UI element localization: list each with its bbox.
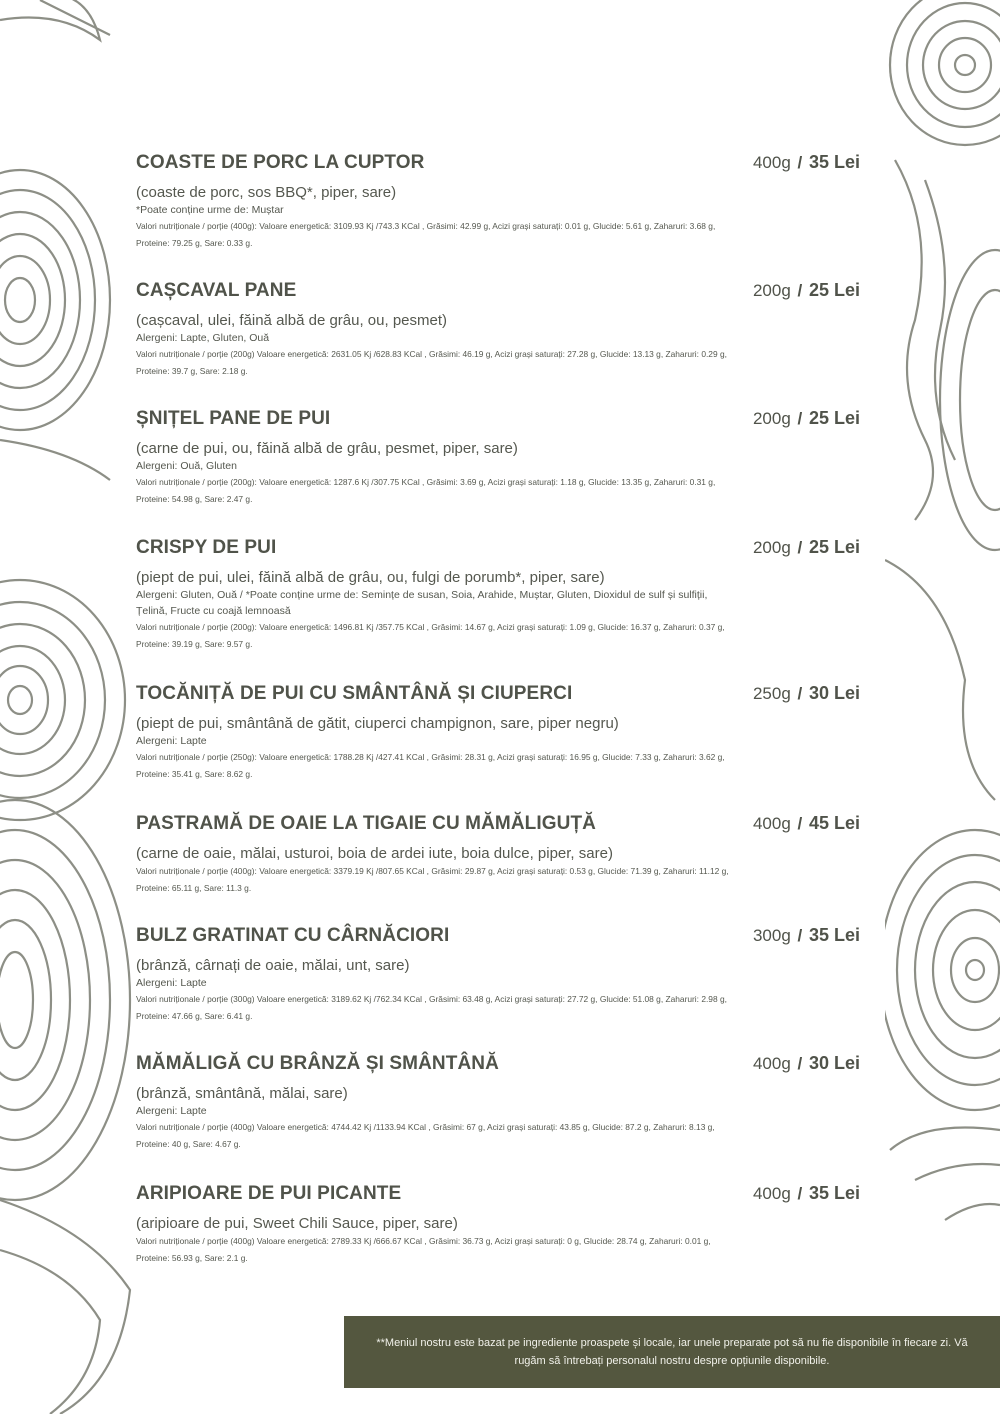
menu-list [136,152,860,1283]
item-name: CAȘCAVAL PANE [136,280,297,301]
item-nutrition: Valori nutriționale / porție (400g): Valoare energetică: 3109.93 Kj /743.3 KCal , Grăsimi: 42.99 g, Acizi grași saturați: 0.01 g, Glucide: 5.61 g, Zaharuri: 3.68 g, Proteine: 79.25 g, Sare: 0.33 g. [136,221,716,248]
item-nutrition: Valori nutriționale / porție (400g): Valoare energetică: 3379.19 Kj /807.65 KCal , Grăsimi: 29.87 g, Acizi grași saturați: 0.53 g, Glucide: 71.39 g, Zaharuri: 11.12 g, Proteine: 65.11 g, Sare: 11.3 g. [136,866,729,893]
item-weight: 250g [752,684,791,703]
item-weight: 400g [752,814,791,833]
item-amount: 25 Lei [808,537,860,557]
item-price: 300g / 35 Lei [752,925,860,945]
item-ingredients: (brânză, smântână, mălai, sare) [136,1085,348,1102]
item-nutrition: Valori nutriționale / porție (250g): Valoare energetică: 1788.28 Kj /427.41 KCal , Grăsimi: 28.31 g, Acizi grași saturați: 16.95 g, Glucide: 7.33 g, Zaharuri: 3.62 g, Proteine: 35.41 g, Sare: 8.62 g. [136,752,725,779]
item-name: ARIPIOARE DE PUI PICANTE [136,1183,402,1204]
item-ingredients: (aripioare de pui, Sweet Chili Sauce, piper, sare) [136,1215,458,1232]
item-ingredients: (carne de oaie, mălai, usturoi, boia de ardei iute, boia dulce, piper, sare) [136,845,613,862]
item-allergens: Alergeni: Lapte [136,1105,207,1117]
item-allergens: Alergeni: Ouă, Gluten [136,460,237,472]
item-nutrition: Valori nutriționale / porție (400g) Valoare energetică: 2789.33 Kj /666.67 KCal , Grăsimi: 36.73 g, Acizi grași saturați: 0 g, Glucide: 28.74 g, Zaharuri: 0.01 g, Proteine: 56.93 g, Sare: 2.1 g. [136,1236,711,1263]
item-ingredients: (carne de pui, ou, făină albă de grâu, pesmet, piper, sare) [136,440,518,457]
item-nutrition: Valori nutriționale / porție (200g) Valoare energetică: 2631.05 Kj /628.83 KCal , Grăsimi: 46.19 g, Acizi grași saturați: 27.28 g, Glucide: 13.13 g, Zaharuri: 0.29 g, Proteine: 39.7 g, Sare: 2.18 g. [136,349,727,376]
item-allergens: Alergeni: Lapte [136,735,207,747]
menu-item [136,280,860,408]
item-allergens: Alergeni: Gluten, Ouă / *Poate conține urme de: Semințe de susan, Soia, Arahide, Muștar, Gluten, Dioxidul de sulf și sulfiții, Țelină, Fructe cu coajă lemnoasă [136,589,708,617]
tree-ring-decoration-right [885,0,1000,1414]
item-name: ȘNIȚEL PANE DE PUI [136,408,331,429]
menu-item [136,1183,860,1283]
tree-ring-decoration-left [0,0,150,1414]
item-name: COASTE DE PORC LA CUPTOR [136,152,425,173]
item-amount: 25 Lei [808,408,860,428]
item-nutrition: Valori nutriționale / porție (200g): Valoare energetică: 1287.6 Kj /307.75 KCal , Grăsimi: 3.69 g, Acizi grași saturați: 1.18 g, Glucide: 13.35 g, Zaharuri: 0.31 g, Proteine: 54.98 g, Sare: 2.47 g. [136,477,716,504]
item-weight: 200g [752,281,791,300]
item-name: CRISPY DE PUI [136,537,277,558]
item-ingredients: (brânză, cârnați de oaie, mălai, unt, sare) [136,957,410,974]
item-weight: 300g [752,926,791,945]
item-ingredients: (cașcaval, ulei, făină albă de grâu, ou, pesmet) [136,312,448,329]
item-price: 200g / 25 Lei [752,280,860,300]
item-amount: 35 Lei [808,1183,860,1203]
menu-item [136,152,860,280]
item-price: 400g / 35 Lei [752,1183,860,1203]
menu-item [136,537,860,683]
item-amount: 45 Lei [808,813,860,833]
menu-item [136,408,860,537]
item-ingredients: (piept de pui, smântână de gătit, ciuperci champignon, sare, piper negru) [136,715,619,732]
item-price: 200g / 25 Lei [752,408,860,428]
menu-item [136,1053,860,1183]
menu-item [136,683,860,813]
item-price: 250g / 30 Lei [752,683,860,703]
footer-note [344,1316,1000,1388]
item-weight: 200g [752,538,791,557]
item-price: 200g / 25 Lei [752,537,860,557]
item-ingredients: (coaste de porc, sos BBQ*, piper, sare) [136,184,397,201]
item-weight: 400g [752,1184,791,1203]
item-price: 400g / 35 Lei [752,152,860,172]
item-allergens: *Poate conține urme de: Muștar [136,204,284,216]
item-weight: 400g [752,1054,791,1073]
item-nutrition: Valori nutriționale / porție (400g) Valoare energetică: 4744.42 Kj /1133.94 KCal , Grăsimi: 67 g, Acizi grași saturați: 43.85 g, Glucide: 87.2 g, Zaharuri: 8.13 g, Proteine: 40 g, Sare: 4.67 g. [136,1122,715,1149]
menu-item [136,813,860,925]
item-amount: 25 Lei [808,280,860,300]
item-name: BULZ GRATINAT CU CÂRNĂCIORI [136,925,450,946]
item-name: MĂMĂLIGĂ CU BRÂNZĂ ȘI SMÂNTÂNĂ [136,1053,499,1074]
item-nutrition: Valori nutriționale / porție (200g): Valoare energetică: 1496.81 Kj /357.75 KCal , Grăsimi: 14.67 g, Acizi grași saturați: 1.09 g, Glucide: 16.37 g, Zaharuri: 0.37 g, Proteine: 39.19 g, Sare: 9.57 g. [136,622,725,649]
item-amount: 35 Lei [808,152,860,172]
item-allergens: Alergeni: Lapte [136,977,207,989]
item-amount: 35 Lei [808,925,860,945]
item-name: PASTRAMĂ DE OAIE LA TIGAIE CU MĂMĂLIGUȚĂ [136,813,596,834]
item-price: 400g / 45 Lei [752,813,860,833]
item-amount: 30 Lei [808,1053,860,1073]
menu-item [136,925,860,1053]
item-allergens: Alergeni: Lapte, Gluten, Ouă [136,332,270,344]
item-nutrition: Valori nutriționale / porție (300g) Valoare energetică: 3189.62 Kj /762.34 KCal , Grăsimi: 63.48 g, Acizi grași saturați: 27.72 g, Glucide: 51.08 g, Zaharuri: 2.98 g, Proteine: 47.66 g, Sare: 6.41 g. [136,994,727,1021]
item-name: TOCĂNIȚĂ DE PUI CU SMÂNTÂNĂ ȘI CIUPERCI [136,683,573,704]
item-weight: 400g [752,153,791,172]
item-ingredients: (piept de pui, ulei, făină albă de grâu, ou, fulgi de porumb*, piper, sare) [136,569,605,586]
item-price: 400g / 30 Lei [752,1053,860,1073]
footer-note-text: **Meniul nostru este bazat pe ingrediente proaspete și locale, iar unele preparate pot să nu fie disponibile în fiecare zi. Vă rugăm să întrebați personalul nostru despre opțiunile disponibile. [376,1337,968,1367]
item-weight: 200g [752,409,791,428]
item-amount: 30 Lei [808,683,860,703]
